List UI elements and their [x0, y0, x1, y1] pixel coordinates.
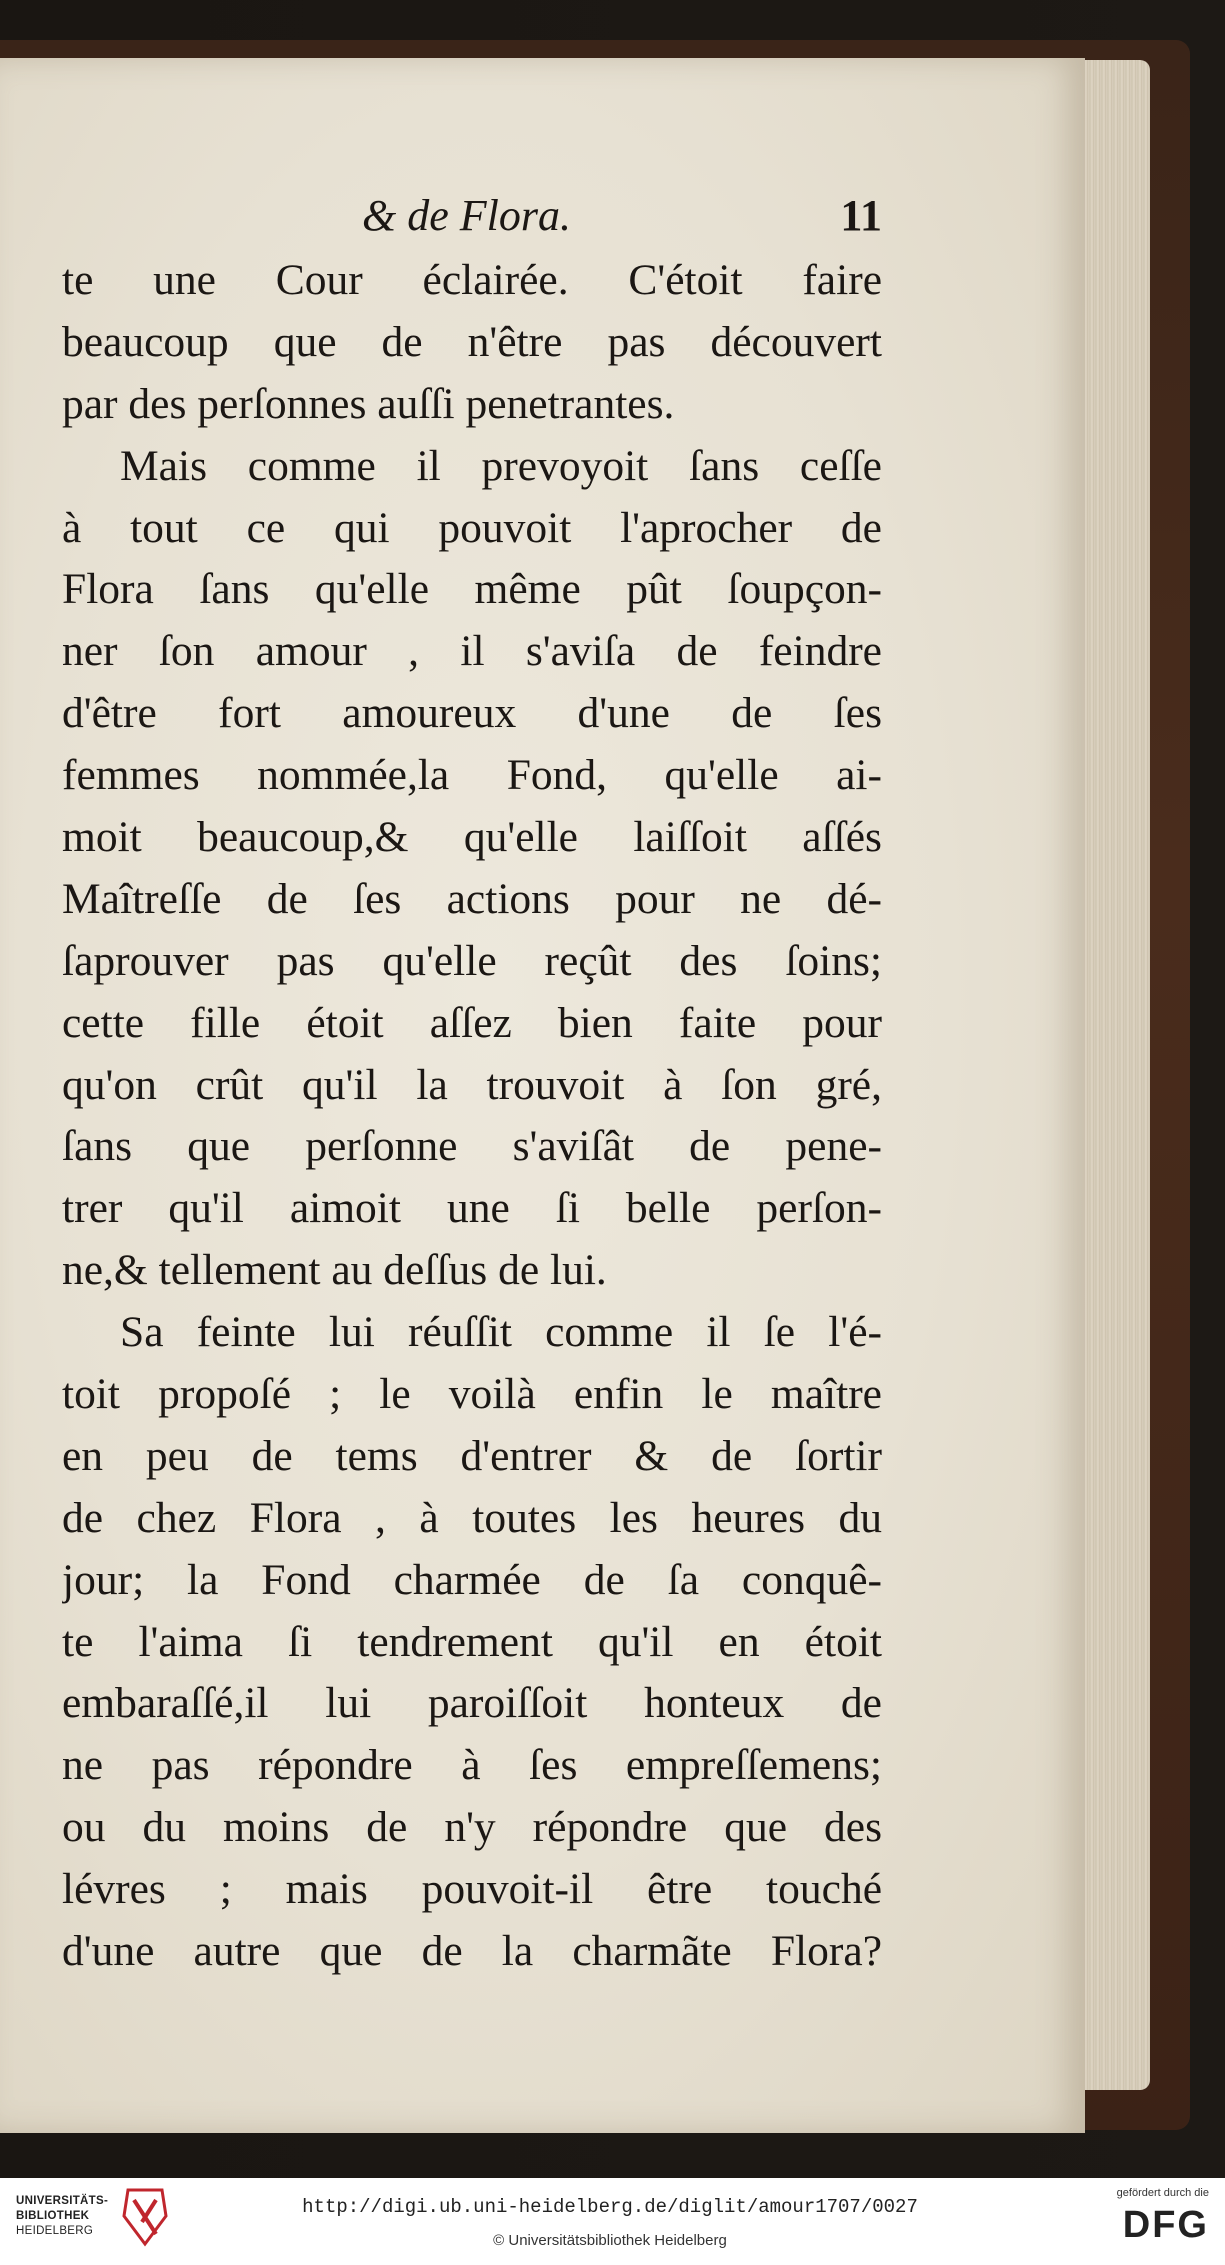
text-line: ſans que perſonne s'aviſât de pene-	[62, 1122, 882, 1171]
funder-logo[interactable]	[1079, 2186, 1209, 2250]
text-line: moit beaucoup,& qu'elle laiſſoit aſſés	[62, 813, 882, 862]
text-line: embaraſſé,il lui paroiſſoit honteux de	[62, 1679, 882, 1728]
text-line: de chez Flora , à toutes les heures du	[62, 1493, 882, 1542]
text-line: Sa feinte lui réuſſit comme il ſe l'é-	[120, 1308, 882, 1357]
library-name-line3: HEIDELBERG	[16, 2225, 94, 2237]
library-name-line2: BIBLIOTHEK	[16, 2210, 90, 2222]
text-line: ne,& tellement au deſſus de lui.	[62, 1246, 607, 1295]
text-line: te une Cour éclairée. C'étoit faire	[62, 256, 882, 304]
text-line: femmes nommée,la Fond, qu'elle ai-	[62, 751, 882, 800]
text-body	[62, 250, 882, 1983]
permalink-url[interactable]: http://digi.ub.uni-heidelberg.de/diglit/amour1707/0027	[302, 2196, 918, 2218]
text-line: ner ſon amour , il s'aviſa de feindre	[62, 627, 882, 676]
text-line: ſaprouver pas qu'elle reçût des ſoins;	[62, 936, 882, 985]
text-line: d'une autre que de la charmãte Flora?	[62, 1927, 882, 1976]
text-line: beaucoup que de n'être pas découvert	[62, 317, 882, 366]
library-seal-icon	[120, 2186, 170, 2248]
text-line: en peu de tems d'entrer & de ſortir	[62, 1431, 882, 1480]
text-line: jour; la Fond charmée de ſa conquê-	[62, 1555, 882, 1604]
text-line: trer qu'il aimoit une ſi belle perſon-	[62, 1184, 882, 1233]
viewer-footer	[0, 2178, 1225, 2265]
text-line: Mais comme il prevoyoit ſans ceſſe	[120, 441, 882, 490]
text-line: d'être fort amoureux d'une de ſes	[62, 689, 882, 738]
text-line: cette fille étoit aſſez bien faite pour	[62, 998, 882, 1047]
running-header	[62, 190, 882, 250]
text-line: qu'on crût qu'il la trouvoit à ſon gré,	[62, 1060, 882, 1109]
funder-name: DFG	[1122, 2204, 1209, 2246]
library-name-line1: UNIVERSITÄTS-	[16, 2195, 109, 2207]
running-title: & de Flora.	[362, 191, 571, 240]
text-line: toit propoſé ; le voilà enfin le maître	[62, 1370, 882, 1419]
text-line: par des perſonnes auſſi penetrantes.	[62, 379, 675, 428]
text-line: te l'aima ſi tendrement qu'il en étoit	[62, 1617, 882, 1666]
copyright-notice: © Universitätsbibliothek Heidelberg	[493, 2232, 727, 2249]
text-line: Flora ſans qu'elle même pût ſoupçon-	[62, 565, 882, 614]
text-line: lévres ; mais pouvoit-il être touché	[62, 1865, 882, 1914]
page-number: 11	[840, 191, 882, 240]
funding-note: gefördert durch die	[1116, 2187, 1209, 2199]
text-line: à tout ce qui pouvoit l'aprocher de	[62, 503, 882, 552]
text-line: ou du moins de n'y répondre que des	[62, 1803, 882, 1852]
text-line: ne pas répondre à ſes empreſſemens;	[62, 1741, 882, 1790]
text-line: Maîtreſſe de ſes actions pour ne dé-	[62, 874, 882, 923]
